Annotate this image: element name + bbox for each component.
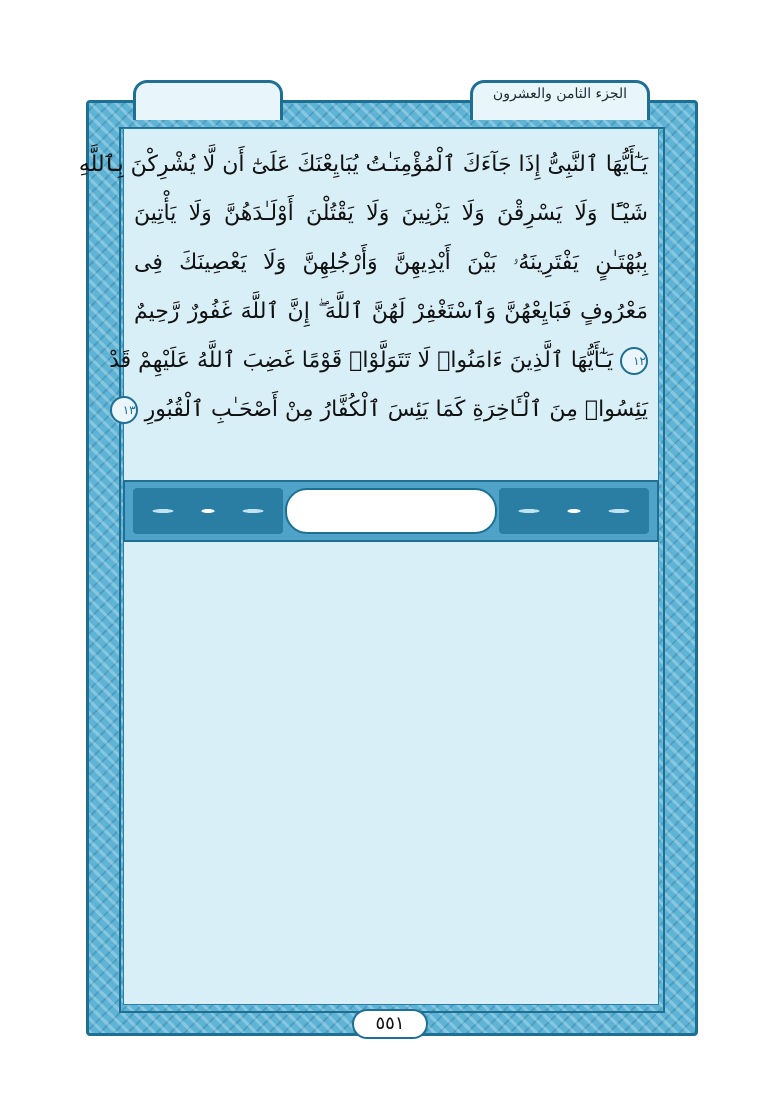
verse-line-5 xyxy=(109,336,654,385)
verse-line-2 xyxy=(128,189,654,238)
surah-end-banner xyxy=(123,480,659,542)
verse-text-2: شَيْـًٔا وَلَا يَسْرِقْنَ وَلَا يَزْنِينَ وَلَا يَقْتُلْنَ أَوْلَـٰدَهُنَّ وَلَا يَأْتِينَ xyxy=(134,201,648,226)
juz-label: الجزء الثامن والعشرون xyxy=(492,86,628,102)
header-tab-left xyxy=(133,80,283,120)
verses-block xyxy=(78,140,654,434)
verse-line-3 xyxy=(128,238,654,287)
page-number: ٥٥١ xyxy=(352,1009,428,1039)
ayah-marker-12: ١٢ xyxy=(620,347,648,375)
verse-line-6 xyxy=(122,385,654,434)
ayah-marker-13: ١٣ xyxy=(110,396,138,424)
verse-text-6: يَئِسُوا۟ مِنَ ٱلْـَٔاخِرَةِ كَمَا يَئِسَ ٱلْكُفَّارُ مِنْ أَصْحَـٰبِ ٱلْقُبُورِ xyxy=(144,397,648,422)
verse-line-1 xyxy=(78,140,654,189)
ornament-left-icon xyxy=(133,488,283,534)
verse-text-1: يَـٰٓأَيُّهَا ٱلنَّبِىُّ إِذَا جَآءَكَ ٱلْمُؤْمِنَـٰتُ يُبَايِعْنَكَ عَلَىٰٓ أَن لَّا يُشْرِكْنَ بِٱللَّهِ xyxy=(78,152,648,177)
verse-text-3: بِبُهْتَـٰنٍ يَفْتَرِينَهُۥ بَيْنَ أَيْدِيهِنَّ وَأَرْجُلِهِنَّ وَلَا يَعْصِينَكَ فِى xyxy=(134,250,648,275)
verse-text-5: يَـٰٓأَيُّهَا ٱلَّذِينَ ءَامَنُوا۟ لَا تَتَوَلَّوْا۟ قَوْمًا غَضِبَ ٱللَّهُ عَلَيْهِمْ قَدْ xyxy=(109,348,613,373)
verse-text-4: مَعْرُوفٍ فَبَايِعْهُنَّ وَٱسْتَغْفِرْ لَهُنَّ ٱللَّهَ ۖ إِنَّ ٱللَّهَ غَفُورٌ رَّحِيمٌ xyxy=(134,299,648,324)
banner-center-panel xyxy=(285,488,497,534)
verse-line-4 xyxy=(128,287,654,336)
ornament-right-icon xyxy=(499,488,649,534)
